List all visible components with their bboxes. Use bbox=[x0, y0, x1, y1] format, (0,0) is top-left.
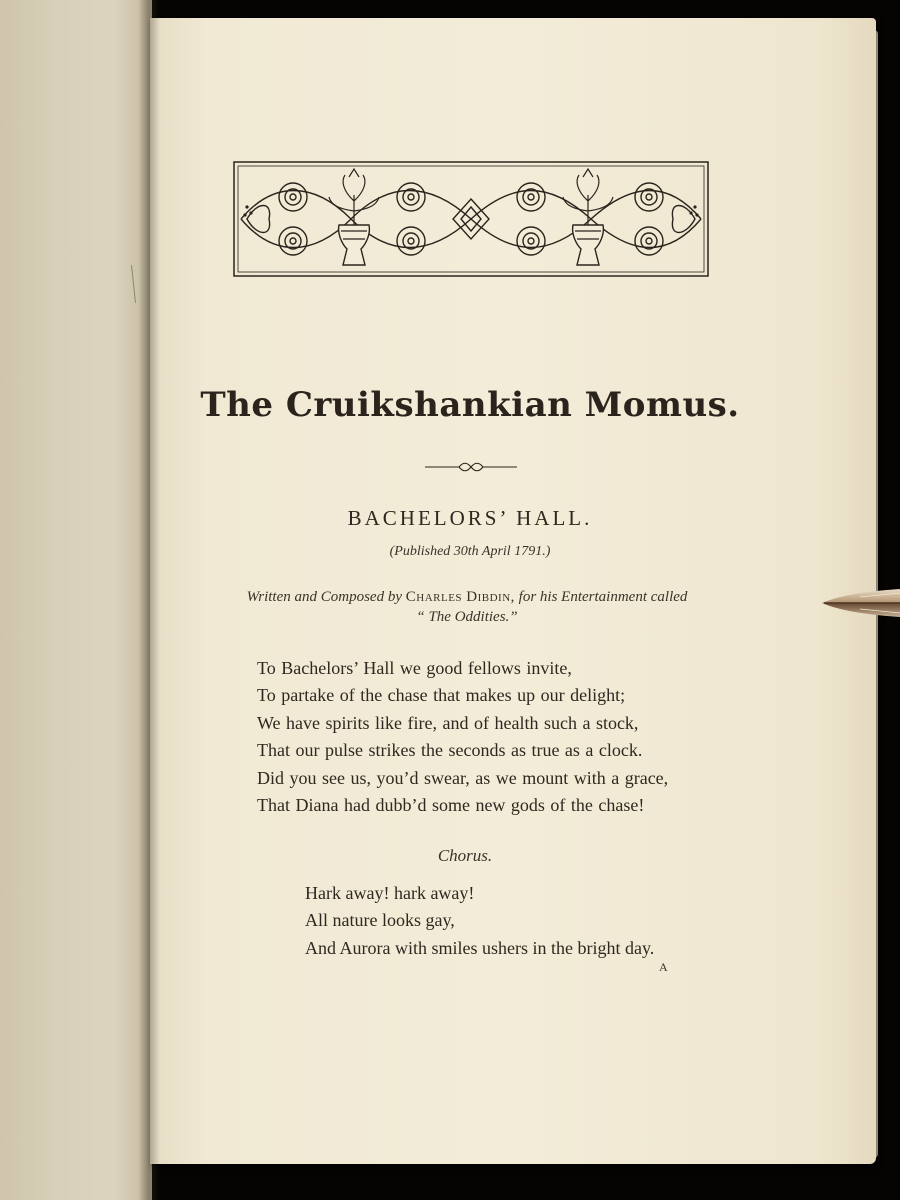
verse bbox=[257, 655, 737, 819]
verse-line: That our pulse strikes the seconds as true as a clock. bbox=[257, 740, 643, 761]
credit-italic-1: Written and Composed by bbox=[246, 589, 402, 605]
page-title: The Cruikshankian Momus. bbox=[200, 385, 740, 425]
credit-line-1 bbox=[222, 587, 712, 607]
verse-line: That Diana had dubb’d some new gods of the chase! bbox=[257, 795, 645, 816]
song-title: BACHELORS’ HALL. bbox=[347, 506, 593, 530]
verse-line: Did you see us, you’d swear, as we mount with a grace, bbox=[257, 767, 669, 788]
publication-date-text: (Published 30th April 1791.) bbox=[389, 544, 551, 559]
chorus-line: Hark away! hark away! bbox=[305, 883, 475, 903]
chorus-line: All nature looks gay, bbox=[305, 910, 455, 931]
fountain-pen-nib-icon bbox=[820, 583, 900, 623]
publication-date bbox=[150, 544, 790, 560]
book-gutter bbox=[138, 0, 160, 1200]
verse-line: We have spirits like fire, and of health such a stock, bbox=[257, 712, 639, 733]
song-credit bbox=[222, 587, 712, 627]
signature-mark: A bbox=[659, 960, 668, 974]
left-facing-page bbox=[0, 0, 152, 1200]
decorative-rule-icon bbox=[425, 460, 517, 474]
credit-italic-2: for his Entertainment called bbox=[518, 589, 688, 605]
chorus-line: And Aurora with smiles ushers in the bright day. bbox=[305, 937, 655, 958]
credit-author: Charles Dibdin, bbox=[405, 589, 515, 605]
credit-line-2: “ The Oddities.” bbox=[416, 609, 518, 625]
headpiece-ornament-icon bbox=[233, 161, 709, 277]
verse-line: To Bachelors’ Hall we good fellows invite, bbox=[257, 658, 572, 678]
chorus bbox=[305, 880, 725, 962]
verse-line: To partake of the chase that makes up our delight; bbox=[257, 685, 626, 706]
chorus-label: Chorus. bbox=[437, 846, 493, 865]
